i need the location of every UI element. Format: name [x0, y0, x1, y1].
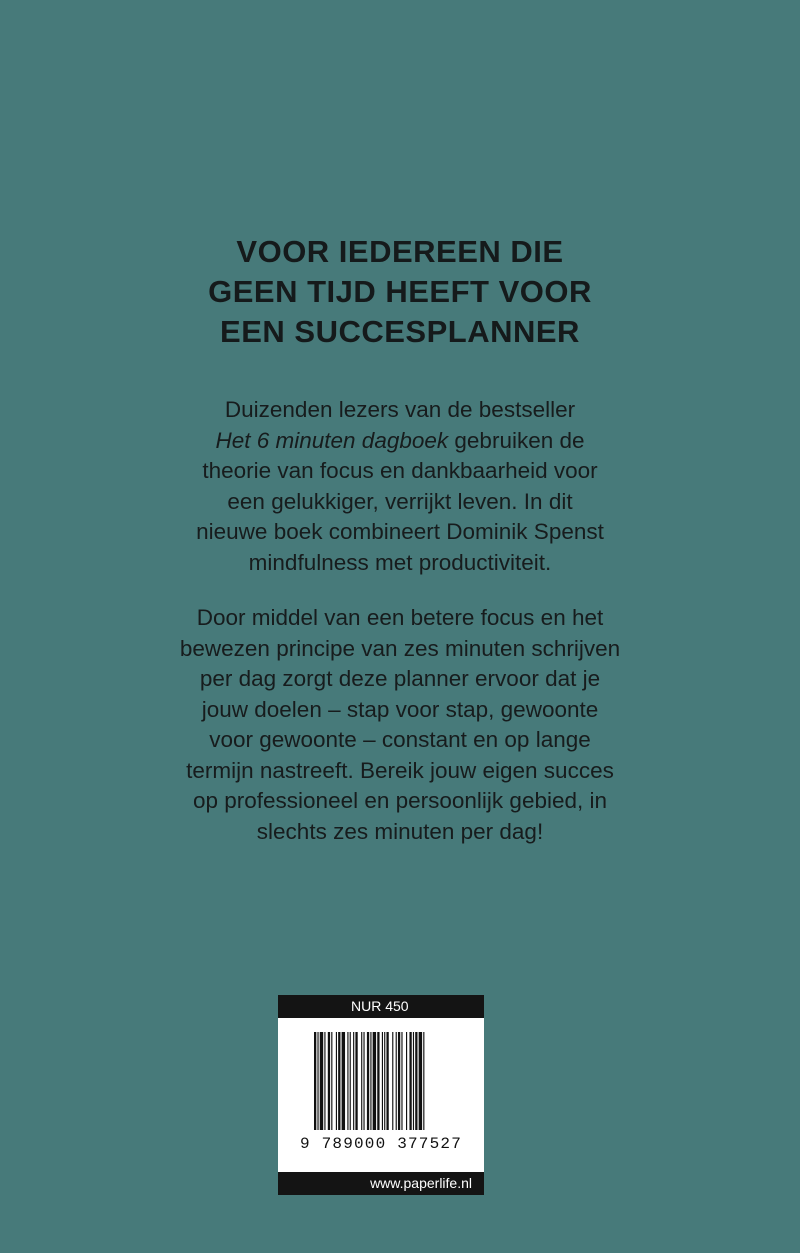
barcode-bar	[373, 1032, 376, 1130]
barcode-bar	[386, 1032, 388, 1130]
heading-line: EEN SUCCESPLANNER	[220, 314, 580, 349]
barcode-bar	[353, 1032, 354, 1130]
heading-line: VOOR IEDEREEN DIE	[236, 234, 564, 269]
barcode-bar	[409, 1032, 411, 1130]
barcode-bar	[314, 1032, 316, 1130]
barcode-bar	[338, 1032, 340, 1130]
barcode-bar	[413, 1032, 414, 1130]
barcode-bar	[328, 1032, 330, 1130]
book-title-reference: Het 6 minuten dagboek	[215, 427, 449, 453]
barcode-bar	[392, 1032, 393, 1130]
barcode-bar	[320, 1032, 323, 1130]
blurb-line: slechts zes minuten per dag!	[256, 818, 544, 844]
publisher-url: www.paperlife.nl	[278, 1172, 484, 1195]
barcode-bar	[370, 1032, 371, 1130]
barcode-bar	[347, 1032, 348, 1130]
blurb-line: een gelukkiger, verrijkt leven. In dit	[227, 488, 573, 514]
barcode-panel	[278, 995, 484, 1195]
nur-code-label: NUR 450	[278, 995, 484, 1018]
barcode-bar	[384, 1032, 385, 1130]
blurb-paragraph-1	[0, 395, 800, 578]
blurb-line: Door middel van een betere focus en het	[196, 605, 604, 630]
blurb-line: voor gewoonte – constant en op lange	[209, 727, 591, 752]
barcode-bar	[331, 1032, 332, 1130]
blurb-line: op professioneel en persoonlijk gebied, in	[192, 788, 608, 813]
blurb-line: Duizenden lezers van de bestseller	[224, 397, 576, 422]
barcode-bar	[367, 1032, 369, 1130]
barcode-bar	[324, 1032, 325, 1130]
blurb-line	[0, 426, 800, 457]
heading-line: GEEN TIJD HEEFT VOOR	[208, 274, 592, 309]
barcode-bar	[317, 1032, 318, 1130]
barcode-bar	[355, 1032, 357, 1130]
blurb-line-rest: gebruiken de	[448, 427, 585, 453]
blurb-line: nieuwe boek combineert Dominik Spenst	[196, 519, 604, 544]
barcode-bar	[396, 1032, 397, 1130]
blurb-line: jouw doelen – stap voor stap, gewoonte	[201, 696, 599, 722]
barcode-bar	[363, 1032, 364, 1130]
barcode-bar	[419, 1032, 422, 1130]
barcode-bar	[423, 1032, 424, 1130]
barcode-bar	[406, 1032, 407, 1130]
barcode-bar	[398, 1032, 400, 1130]
blurb-line: bewezen principe van zes minuten schrijven	[179, 635, 621, 661]
blurb-line: per dag zorgt deze planner ervoor dat je	[199, 666, 601, 691]
blurb-paragraph-2	[0, 603, 800, 847]
isbn-number: 9 789000 377527	[299, 1135, 463, 1153]
barcode-bar	[377, 1032, 379, 1130]
barcode-bar	[342, 1032, 345, 1130]
barcode-bar	[350, 1032, 351, 1130]
cover-heading	[0, 232, 800, 352]
barcode-bar	[382, 1032, 383, 1130]
barcode-bar	[415, 1032, 417, 1130]
blurb-line: mindfulness met productiviteit.	[248, 549, 552, 575]
barcode-bar	[361, 1032, 362, 1130]
barcode-bar	[401, 1032, 402, 1130]
barcode-graphic	[314, 1032, 462, 1130]
blurb-line: termijn nastreeft. Bereik jouw eigen succes	[186, 757, 614, 783]
barcode-bar	[336, 1032, 337, 1130]
blurb-line: theorie van focus en dankbaarheid voor	[202, 458, 598, 483]
